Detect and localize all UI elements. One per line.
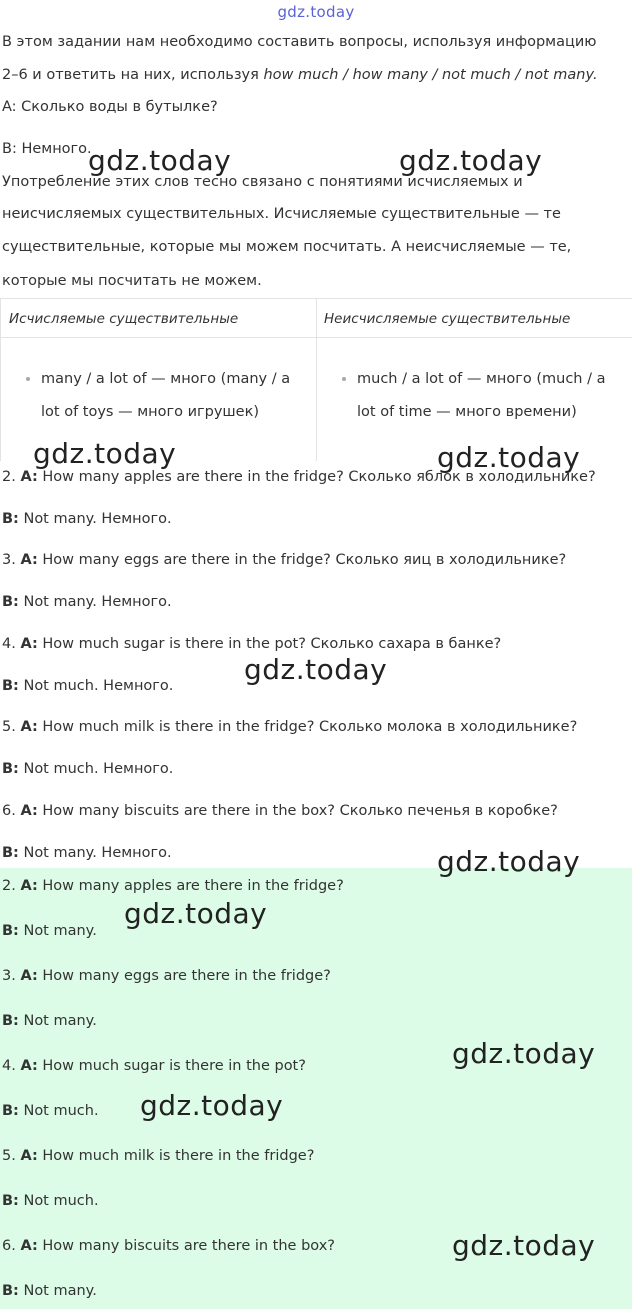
explanation-line-1: Употребление этих слов тесно связано с понятиями исчисляемых и: [2, 174, 523, 190]
bullet-icon: [342, 377, 346, 381]
translated-answer: B: Not many. Немного.: [2, 594, 172, 610]
watermark: gdz.today: [452, 1229, 596, 1262]
answer-reply: B: Not much.: [2, 1103, 99, 1119]
site-header-link[interactable]: gdz.today: [277, 3, 355, 21]
translated-question: 3. A: How many eggs are there in the fridge? Сколько яиц в холодильнике?: [2, 552, 567, 568]
answer-reply: B: Not many.: [2, 923, 97, 939]
translated-question: 4. A: How much sugar is there in the pot? Сколько сахара в банке?: [2, 636, 502, 652]
noun-types-table: [0, 298, 632, 461]
watermark: gdz.today: [124, 897, 268, 930]
intro-line-2: [2, 67, 598, 83]
translated-question: 2. A: How many apples are there in the fridge? Сколько яблок в холодильнике?: [2, 469, 596, 485]
watermark: gdz.today: [244, 653, 388, 686]
answer-question: 3. A: How many eggs are there in the fridge?: [2, 968, 331, 984]
answer-reply: B: Not much.: [2, 1193, 99, 1209]
translated-answer: B: Not many. Немного.: [2, 511, 172, 527]
watermark: gdz.today: [437, 845, 581, 878]
explanation-line-3: существительные, которые мы можем посчитать. А неисчисляемые — те,: [2, 239, 572, 255]
bullet-icon: [26, 377, 30, 381]
table-cell-uncountable-line-1: much / a lot of — много (much / a: [357, 371, 606, 387]
table-header-uncountable: Неисчисляемые существительные: [324, 311, 571, 327]
answer-question: 2. A: How many apples are there in the fridge?: [2, 878, 344, 894]
intro-line-1: В этом задании нам необходимо составить вопросы, используя информацию: [2, 34, 597, 50]
table-cell-countable-line-2: lot of toys — много игрушек): [41, 404, 260, 420]
translated-question: 6. A: How many biscuits are there in the box? Сколько печенья в коробке?: [2, 803, 558, 819]
answer-question: 4. A: How much sugar is there in the pot?: [2, 1058, 306, 1074]
intro-line-2-keywords: how much / how many / not much / not many.: [263, 67, 598, 83]
watermark: gdz.today: [33, 437, 177, 470]
answer-reply: B: Not many.: [2, 1013, 97, 1029]
watermark: gdz.today: [399, 144, 543, 177]
watermark: gdz.today: [88, 144, 232, 177]
translated-question: 5. A: How much milk is there in the fridge? Сколько молока в холодильнике?: [2, 719, 578, 735]
answer-question: 5. A: How much milk is there in the fridge?: [2, 1148, 315, 1164]
answer-question: 6. A: How many biscuits are there in the box?: [2, 1238, 335, 1254]
example-question: A: Сколько воды в бутылке?: [2, 99, 218, 115]
table-column-divider: [316, 299, 317, 461]
watermark: gdz.today: [452, 1037, 596, 1070]
translated-answer: B: Not much. Немного.: [2, 678, 174, 694]
explanation-line-2: неисчисляемых существительных. Исчисляемые существительные — те: [2, 206, 561, 222]
table-header-countable: Исчисляемые существительные: [9, 311, 239, 327]
table-cell-countable-line-1: many / a lot of — много (many / a: [41, 371, 291, 387]
explanation-line-4: которые мы посчитать не можем.: [2, 273, 262, 289]
watermark: gdz.today: [437, 441, 581, 474]
translated-answer: B: Not many. Немного.: [2, 845, 172, 861]
translated-answer: B: Not much. Немного.: [2, 761, 174, 777]
answer-reply: B: Not many.: [2, 1283, 97, 1299]
intro-line-2-prefix: 2–6 и ответить на них, используя: [2, 67, 264, 83]
example-answer: B: Немного.: [2, 141, 92, 157]
table-cell-uncountable-line-2: lot of time — много времени): [357, 404, 577, 420]
watermark: gdz.today: [140, 1089, 284, 1122]
